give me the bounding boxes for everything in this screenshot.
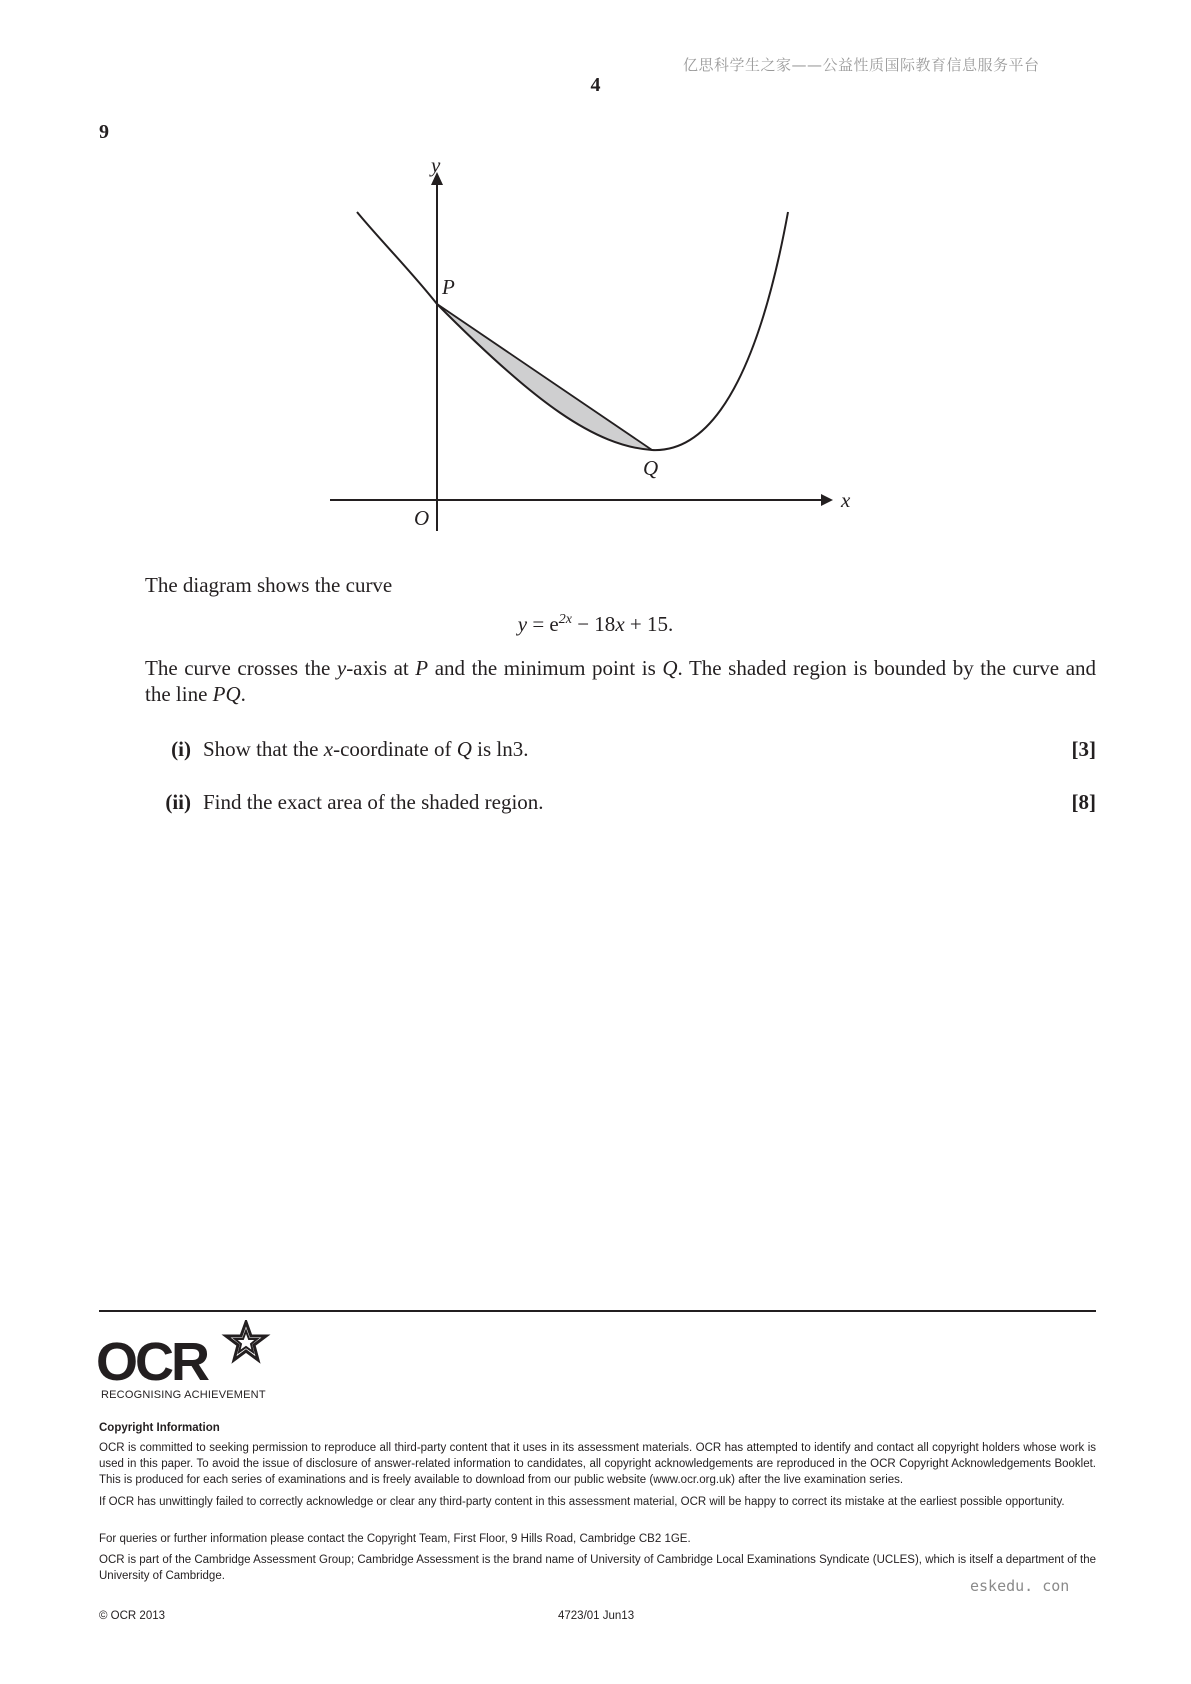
curve-diagram	[320, 150, 860, 540]
footer-divider	[99, 1310, 1096, 1312]
line-pq	[437, 304, 652, 450]
copyright-paragraph-3: For queries or further information please contact the Copyright Team, First Floor, 9 Hills Road, Cambridge CB2 1GE.	[99, 1533, 691, 1545]
star-icon	[226, 1322, 266, 1360]
question-intro: The diagram shows the curve	[145, 573, 393, 597]
part-ii-text: Find the exact area of the shaded region.	[203, 790, 544, 814]
footer-watermark: eskedu. con	[970, 1577, 1070, 1595]
x-axis-label: x	[841, 488, 851, 512]
copyright-heading: Copyright Information	[99, 1422, 220, 1434]
point-p-label: P	[442, 275, 455, 299]
copyright-paragraph-4: OCR is part of the Cambridge Assessment Group; Cambridge Assessment is the brand name of University of Cambridge Local Examinations Syndicate (UCLES), which is itself a department of the University of Cambridge.	[99, 1554, 1096, 1582]
ocr-tagline: RECOGNISING ACHIEVEMENT	[101, 1389, 266, 1401]
part-i-marks: [3]	[1071, 737, 1096, 761]
question-description: The curve crosses the y-axis at P and the minimum point is Q. The shaded region is bounded by the curve and the line PQ.	[145, 656, 1097, 706]
part-i	[145, 736, 1096, 762]
ocr-logo	[96, 1320, 276, 1390]
curve-equation: $y = e^{2x} - 18x + 15$.	[517, 612, 674, 636]
part-i-label: (i)	[171, 737, 191, 761]
page-number: 4	[590, 74, 601, 96]
copyright-paragraph-1: OCR is committed to seeking permission to reproduce all third-party content that it uses in its assessment materials. OCR has attempted to identify and contact all copyright holders whose work is used in this paper. To avoid the issue of disclosure of answer-related information to candidates, all copyright acknowledgements are reproduced in the OCR Copyright Acknowledgements Booklet. This is produced for each series of examinations and is freely available to download from our public website (www.ocr.org.uk) after the live examination series.	[99, 1442, 1096, 1486]
part-i-text: Show that the x-coordinate of Q is ln3.	[203, 737, 529, 761]
part-ii-marks: [8]	[1071, 790, 1096, 814]
point-q-label: Q	[643, 456, 659, 480]
paper-code: 4723/01 Jun13	[558, 1610, 635, 1622]
svg-text:OCR: OCR	[96, 1332, 207, 1390]
part-ii	[145, 789, 1096, 815]
x-axis-arrow-icon	[821, 494, 833, 506]
copyright-paragraph-2: If OCR has unwittingly failed to correctly acknowledge or clear any third-party content in this assessment material, OCR will be happy to correct its mistake at the earliest possible opportunity.	[99, 1496, 1065, 1508]
part-ii-label: (ii)	[165, 790, 191, 814]
copyright-notice: © OCR 2013	[99, 1610, 166, 1622]
question-number: 9	[99, 121, 109, 143]
header-watermark: 亿思科学生之家——公益性质国际教育信息服务平台	[683, 56, 1040, 74]
y-axis-label: y	[431, 153, 441, 177]
origin-label: O	[414, 506, 430, 530]
